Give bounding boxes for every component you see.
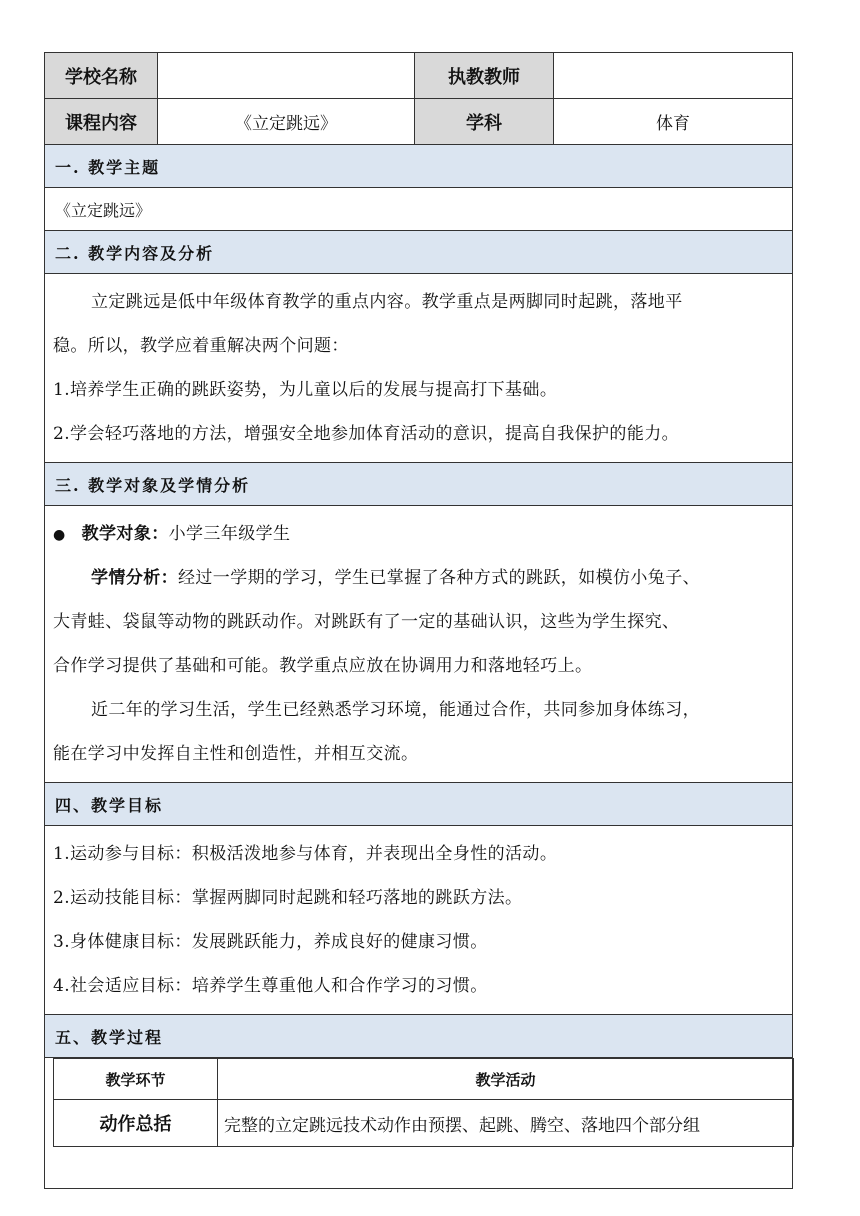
teaching-target-line [53,512,792,556]
section-2-title: 二. 教学内容及分析 [45,231,793,274]
school-name-value [158,53,415,99]
goal-line: 1.运动参与目标：积极活泼地参与体育，并表现出全身性的活动。 [53,844,558,864]
process-col-activity: 教学活动 [218,1059,794,1100]
goal-line: 4.社会适应目标：培养学生尊重他人和合作学习的习惯。 [53,976,488,996]
teacher-value [554,53,793,99]
section-3-body [45,506,793,783]
teacher-label: 执教教师 [415,53,554,99]
section-1-title: 一. 教学主题 [45,145,793,188]
process-row [54,1100,794,1147]
course-label: 课程内容 [45,99,158,145]
section-4-title: 四、教学目标 [45,783,793,826]
process-row-label: 动作总括 [54,1100,218,1147]
analysis-label: 学情分析： [91,568,178,588]
paragraph-line: 能在学习中发挥自主性和创造性，并相互交流。 [53,744,419,764]
course-value: 《立定跳远》 [158,99,415,145]
target-value: 小学三年级学生 [168,524,291,544]
process-row-text: 完整的立定跳远技术动作由预摆、起跳、腾空、落地四个部分组 [218,1100,794,1147]
subject-value: 体育 [554,99,793,145]
paragraph-line: 合作学习提供了基础和可能。教学重点应放在协调用力和落地轻巧上。 [53,656,593,676]
process-col-stage: 教学环节 [54,1059,218,1100]
paragraph-line: 大青蛙、袋鼠等动物的跳跃动作。对跳跃有了一定的基础认识，这些为学生探究、 [53,612,680,632]
paragraph-line: 稳。所以，教学应着重解决两个问题： [53,336,349,356]
section-5-title: 五、教学过程 [45,1015,793,1058]
paragraph-line: 近二年的学习生活，学生已经熟悉学习环境，能通过合作，共同参加身体练习， [91,700,700,720]
analysis-line [53,556,792,600]
section-4-body [45,826,793,1015]
goal-line: 3.身体健康目标：发展跳跃能力，养成良好的健康习惯。 [53,932,488,952]
section-3-title: 三. 教学对象及学情分析 [45,463,793,506]
goal-line: 2.运动技能目标：掌握两脚同时起跳和轻巧落地的跳跃方法。 [53,888,523,908]
lesson-plan-document [44,52,792,1189]
process-container [45,1058,793,1189]
target-label: 教学对象： [81,524,169,544]
paragraph-line: 立定跳远是低中年级体育教学的重点内容。教学重点是两脚同时起跳，落地平 [91,292,683,312]
paragraph-line: 2.学会轻巧落地的方法，增强安全地参加体育活动的意识，提高自我保护的能力。 [53,424,680,444]
bullet-icon: ● [53,527,66,543]
process-table [53,1058,794,1147]
process-header-row [54,1059,794,1100]
section-2-body [45,274,793,463]
subject-label: 学科 [415,99,554,145]
school-name-label: 学校名称 [45,53,158,99]
header-row-1 [45,53,793,99]
paragraph-line: 1.培养学生正确的跳跃姿势，为儿童以后的发展与提高打下基础。 [53,380,558,400]
lesson-plan-table [44,52,793,1189]
section-1-text: 《立定跳远》 [45,188,793,231]
header-row-2 [45,99,793,145]
analysis-text: 经过一学期的学习，学生已掌握了各种方式的跳跃，如模仿小兔子、 [178,568,700,588]
